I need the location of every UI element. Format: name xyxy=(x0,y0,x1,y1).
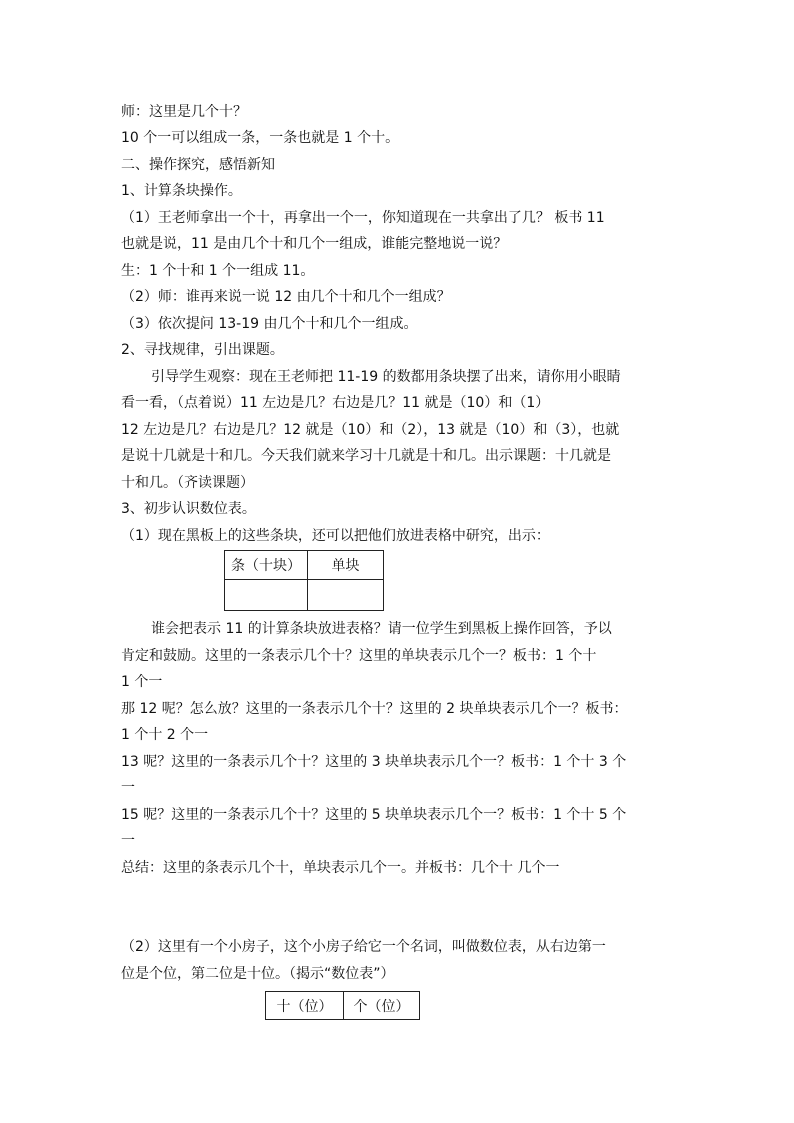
text-line: （1）王老师拿出一个十，再拿出一个一，你知道现在一共拿出了几？ 板书 11 xyxy=(121,210,605,226)
text-line: 生：1 个十和 1 个一组成 11。 xyxy=(121,263,315,279)
text-line: 谁会把表示 11 的计算条块放进表格？请一位学生到黑板上操作回答，予以 xyxy=(151,621,612,637)
table-header-cell: 单块 xyxy=(308,551,384,580)
text-line: 那 12 呢？怎么放？这里的一条表示几个十？这里的 2 块单块表示几个一？板书： xyxy=(121,701,628,717)
text-line: （2）师：谁再来说一说 12 由几个十和几个一组成？ xyxy=(121,289,451,305)
text-line: （3）依次提问 13-19 由几个十和几个一组成。 xyxy=(121,316,418,332)
text-line: 肯定和鼓励。这里的一条表示几个十？这里的单块表示几个一？板书：1 个十 xyxy=(121,648,597,664)
table-header-cell: 条（十块） xyxy=(225,551,308,580)
blocks-table xyxy=(224,550,384,611)
text-line: 10 个一可以组成一条，一条也就是 1 个十。 xyxy=(121,130,400,146)
text-line: 师：这里是几个十？ xyxy=(121,104,247,120)
text-line: （2）这里有一个小房子，这个小房子给它一个名词，叫做数位表，从右边第一 xyxy=(121,939,606,955)
text-line: 一 xyxy=(121,780,135,796)
text-line: 一 xyxy=(121,833,135,849)
subsection-heading: 1、计算条块操作。 xyxy=(121,183,242,199)
table-header-cell: 十（位） xyxy=(266,992,344,1020)
text-line: 看一看，（点着说）11 左边是几？右边是几？11 就是（10）和（1） xyxy=(121,395,550,411)
text-line: 位是个位，第二位是十位。（揭示“数位表”） xyxy=(121,966,395,982)
text-line: （1）现在黑板上的这些条块，还可以把他们放进表格中研究，出示： xyxy=(121,528,550,544)
section-heading: 二、操作探究，感悟新知 xyxy=(121,157,275,173)
subsection-heading: 3、初步认识数位表。 xyxy=(121,501,256,517)
text-line: 引导学生观察：现在王老师把 11-19 的数都用条块摆了出来，请你用小眼睛 xyxy=(151,369,621,385)
place-value-table xyxy=(265,991,420,1020)
text-line: 也就是说，11 是由几个十和几个一组成，谁能完整地说一说？ xyxy=(121,236,508,252)
text-line: 15 呢？这里的一条表示几个十？这里的 5 块单块表示几个一？板书：1 个十 5 个 xyxy=(121,807,627,823)
text-line: 1 个一 xyxy=(121,674,163,690)
text-line: 12 左边是几？右边是几？12 就是（10）和（2），13 就是（10）和（3），也就 xyxy=(121,422,620,438)
table-cell xyxy=(308,580,384,611)
text-line: 十和几。（齐读课题） xyxy=(121,475,254,491)
text-line: 总结：这里的条表示几个十，单块表示几个一。并板书：几个十 几个一 xyxy=(121,860,560,876)
text-line: 1 个十 2 个一 xyxy=(121,727,209,743)
table-header-cell: 个（位） xyxy=(344,992,420,1020)
subsection-heading: 2、寻找规律，引出课题。 xyxy=(121,342,284,358)
table-cell xyxy=(225,580,308,611)
text-line: 13 呢？这里的一条表示几个十？这里的 3 块单块表示几个一？板书：1 个十 3 个 xyxy=(121,754,627,770)
text-line: 是说十几就是十和几。今天我们就来学习十几就是十和几。出示课题：十几就是 xyxy=(121,448,611,464)
